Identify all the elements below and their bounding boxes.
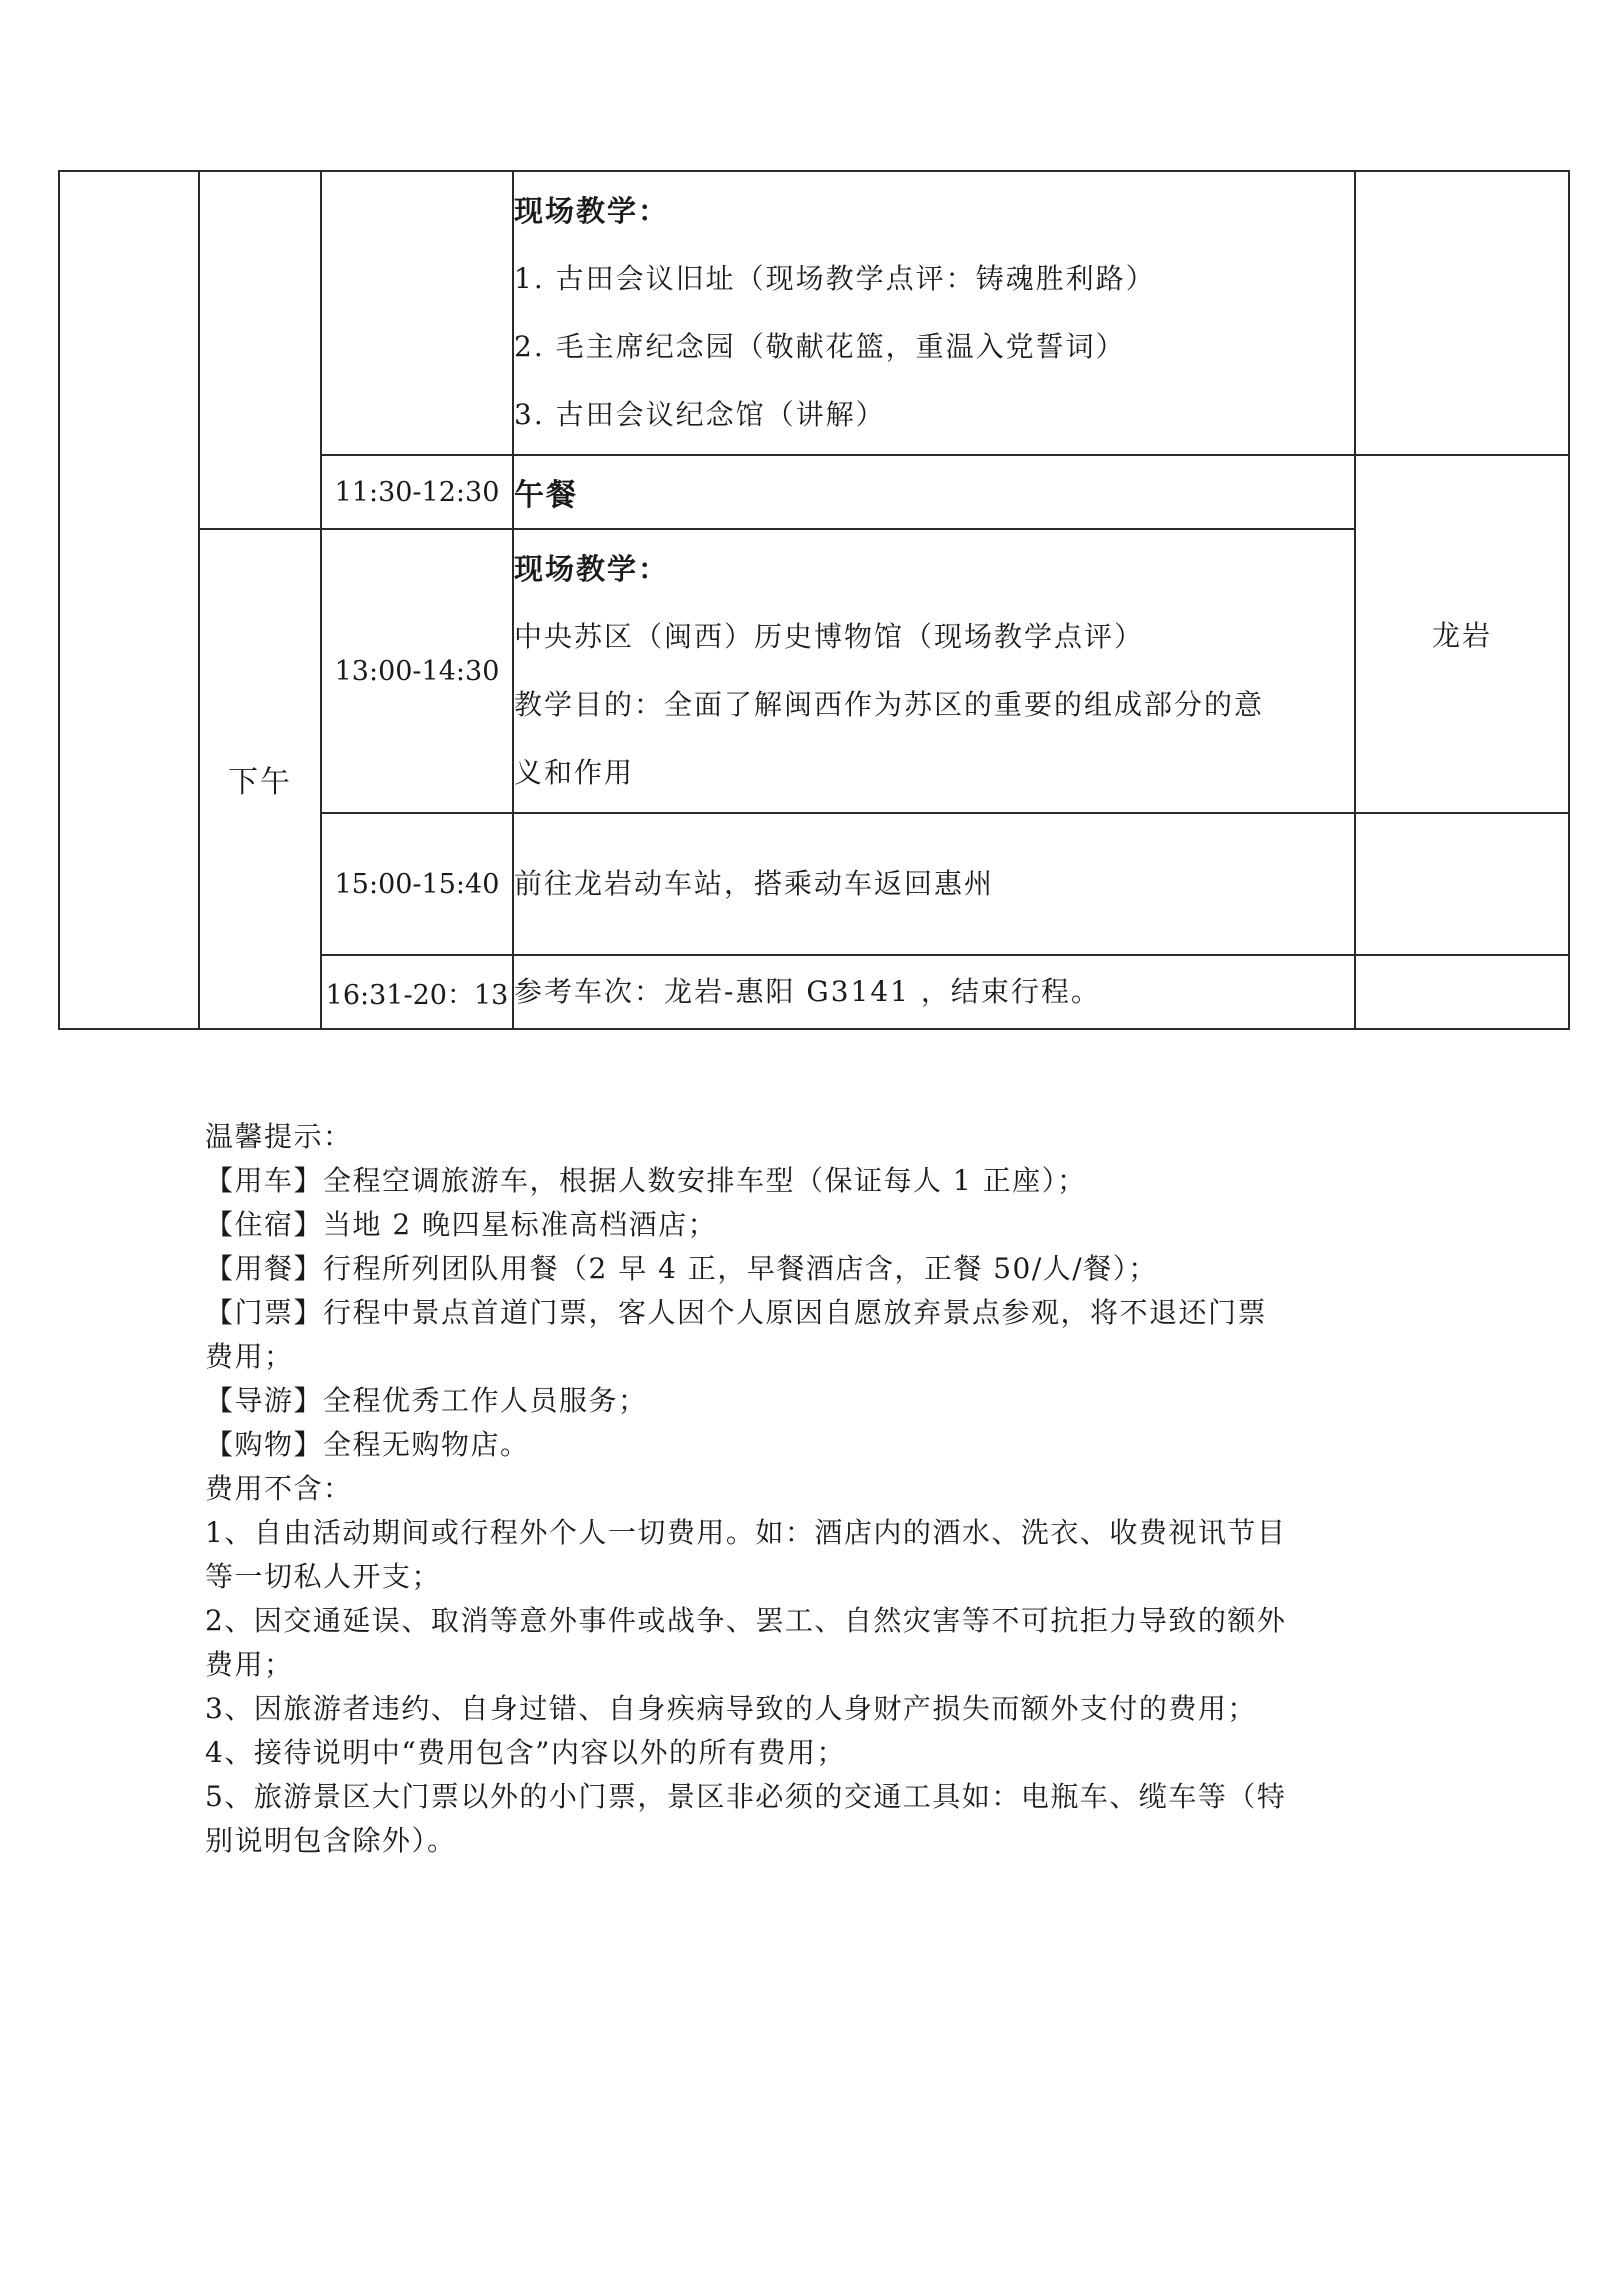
- notes-section: [205, 1115, 1415, 1863]
- note-line: 【用餐】行程所列团队用餐（2 早 4 正，早餐酒店含，正餐 50/人/餐）；: [205, 1252, 1158, 1285]
- train-text: [513, 955, 1355, 1029]
- lunch-label: 午餐: [513, 455, 1355, 529]
- list-item: 教学目的：全面了解闽西作为苏区的重要的组成部分的意: [514, 688, 1265, 721]
- time-cell: 11:30-12:30: [321, 455, 513, 529]
- time-cell: 13:00-14:30: [321, 529, 513, 813]
- note-line: 2、因交通延误、取消等意外事件或战争、罢工、自然灾害等不可抗拒力导致的额外: [205, 1604, 1287, 1637]
- list-item: 义和作用: [514, 756, 635, 789]
- day-cell: [59, 171, 199, 1029]
- teaching-block-1: [513, 171, 1355, 455]
- note-line: 【住宿】当地 2 晚四星标准高档酒店；: [205, 1208, 718, 1241]
- teaching-block-2: [513, 529, 1355, 813]
- note-line: 3、因旅游者违约、自身过错、自身疾病导致的人身财产损失而额外支付的费用；: [205, 1692, 1257, 1725]
- list-item: 参考车次：龙岩-惠阳 G3141 ，结束行程。: [514, 975, 1101, 1008]
- excluded-title: 费用不含：: [205, 1472, 353, 1505]
- afternoon-period-cell: 下午: [199, 529, 321, 1029]
- location-cell: [1355, 955, 1569, 1029]
- list-item: 前往龙岩动车站，搭乘动车返回惠州: [514, 867, 995, 900]
- table-row: [59, 529, 1569, 813]
- list-item: 中央苏区（闽西）历史博物馆（现场教学点评）: [514, 620, 1145, 653]
- note-line: 别说明包含除外）。: [205, 1824, 457, 1857]
- note-line: 5、旅游景区大门票以外的小门票，景区非必须的交通工具如：电瓶车、缆车等（特: [205, 1780, 1287, 1813]
- itinerary-table: [58, 170, 1570, 1030]
- list-item: 3. 古田会议纪念馆（讲解）: [514, 398, 886, 431]
- location-cell: 龙岩: [1355, 455, 1569, 813]
- note-line: 费用；: [205, 1340, 294, 1373]
- note-line: 【门票】行程中景点首道门票，客人因个人原因自愿放弃景点参观，将不退还门票: [205, 1296, 1268, 1329]
- note-line: 4、接待说明中“费用包含”内容以外的所有费用；: [205, 1736, 846, 1769]
- morning-period-cell: [199, 171, 321, 529]
- time-cell: [321, 171, 513, 455]
- teaching-heading: 现场教学：: [514, 552, 670, 586]
- location-cell: [1355, 171, 1569, 455]
- time-cell: 16:31-20：13: [321, 955, 513, 1029]
- list-item: 1. 古田会议旧址（现场教学点评：铸魂胜利路）: [514, 262, 1156, 295]
- depart-text: [513, 813, 1355, 955]
- notes-title: 温馨提示：: [205, 1120, 353, 1153]
- list-item: 2. 毛主席纪念园（敬献花篮，重温入党誓词）: [514, 330, 1126, 363]
- note-line: 【购物】全程无购物店。: [205, 1428, 530, 1461]
- teaching-heading: 现场教学：: [514, 194, 670, 228]
- note-line: 等一切私人开支；: [205, 1560, 442, 1593]
- time-cell: 15:00-15:40: [321, 813, 513, 955]
- table-row: [59, 171, 1569, 455]
- note-line: 费用；: [205, 1648, 294, 1681]
- note-line: 1、自由活动期间或行程外个人一切费用。如：酒店内的酒水、洗衣、收费视讯节目: [205, 1516, 1287, 1549]
- location-cell: [1355, 813, 1569, 955]
- note-line: 【用车】全程空调旅游车，根据人数安排车型（保证每人 1 正座）；: [205, 1164, 1087, 1197]
- note-line: 【导游】全程优秀工作人员服务；: [205, 1384, 648, 1417]
